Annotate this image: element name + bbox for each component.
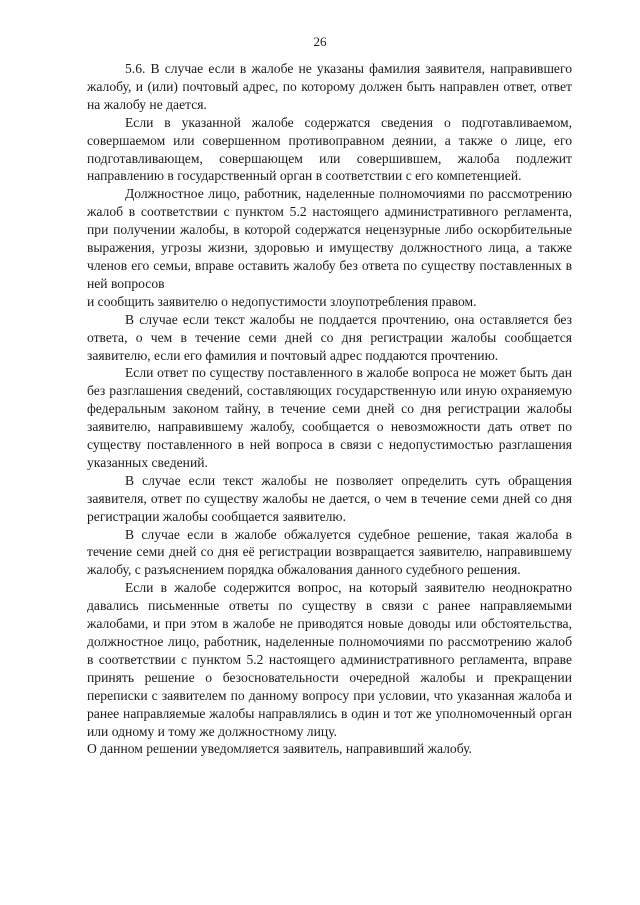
paragraph-abuse-notice: и сообщить заявителю о недопустимости злоупотребления правом. <box>87 293 477 309</box>
paragraph-offensive-content: Должностное лицо, работник, наделенные полномочиями по рассмотрению жалоб в соответствии с пунктом 5.2 настоящего административного регламента, при получении жалобы, в которой содержатся нецензурные либо оскорбительные выражения, угрозы жизни, здоровью и имуществу должностного лица, а также членов его семьи, вправе оставить жалобу без ответа по существу поставленных в ней вопросов <box>87 186 572 291</box>
paragraph-5-6: 5.6. В случае если в жалобе не указаны фамилия заявителя, направившего жалобу, и (или) почтовый адрес, по которому должен быть направлен ответ, ответ на жалобу не дается. <box>87 61 572 112</box>
paragraph-unclear-essence: В случае если текст жалобы не позволяет определить суть обращения заявителя, ответ по существу жалобы не дается, о чем в течение семи дней со дня регистрации жалобы сообщается заявителю. <box>87 472 572 524</box>
paragraph-decision-notice: О данном решении уведомляется заявитель, направивший жалобу. <box>87 741 472 757</box>
document-body <box>87 60 572 758</box>
paragraph-illegal-act: Если в указанной жалобе содержатся сведения о подготавливаемом, совершаемом или совершенном противоправном деянии, а также о лице, его подготавливающем, совершающем или совершившем, жалоба подлежит направлению в государственный орган в соответствии с его компетенцией. <box>87 114 572 184</box>
paragraph-court-decision: В случае если в жалобе обжалуется судебное решение, такая жалоба в течение семи дней со дня её регистрации возвращается заявителю, направившему жалобу, с разъяснением порядка обжалования данного судебного решения. <box>87 526 572 578</box>
page-number: 26 <box>313 34 327 49</box>
paragraph-unreadable: В случае если текст жалобы не поддается прочтению, она оставляется без ответа, о чем в течение семи дней со дня регистрации жалобы сообщается заявителю, если его фамилия и почтовый адрес поддаются прочтению. <box>87 311 572 363</box>
paragraph-state-secret: Если ответ по существу поставленного в жалобе вопроса не может быть дан без разглашения сведений, составляющих государственную или иную охраняемую федеральным законом тайну, в течение семи дней со дня регистрации жалобы заявителю, направившему жалобу, сообщается о невозможности дать ответ по существу поставленного в ней вопроса в связи с недопустимостью разглашения указанных сведений. <box>87 365 572 470</box>
paragraph-repeated-question: Если в жалобе содержится вопрос, на который заявителю неоднократно давались письменные ответы по существу в связи с ранее направляемыми жалобами, и при этом в жалобе не приводятся новые доводы или обстоятельства, должностное лицо, работник, наделенные полномочиями по рассмотрению жалоб в соответствии с пунктом 5.2 настоящего административного регламента, вправе принять решение о безосновательности очередной жалобы и прекращении переписки с заявителем по данному вопросу при условии, что указанная жалоба и ранее направляемые жалобы направлялись в один и тот же уполномоченный орган или одному и тому же должностному лицу. <box>87 580 572 739</box>
